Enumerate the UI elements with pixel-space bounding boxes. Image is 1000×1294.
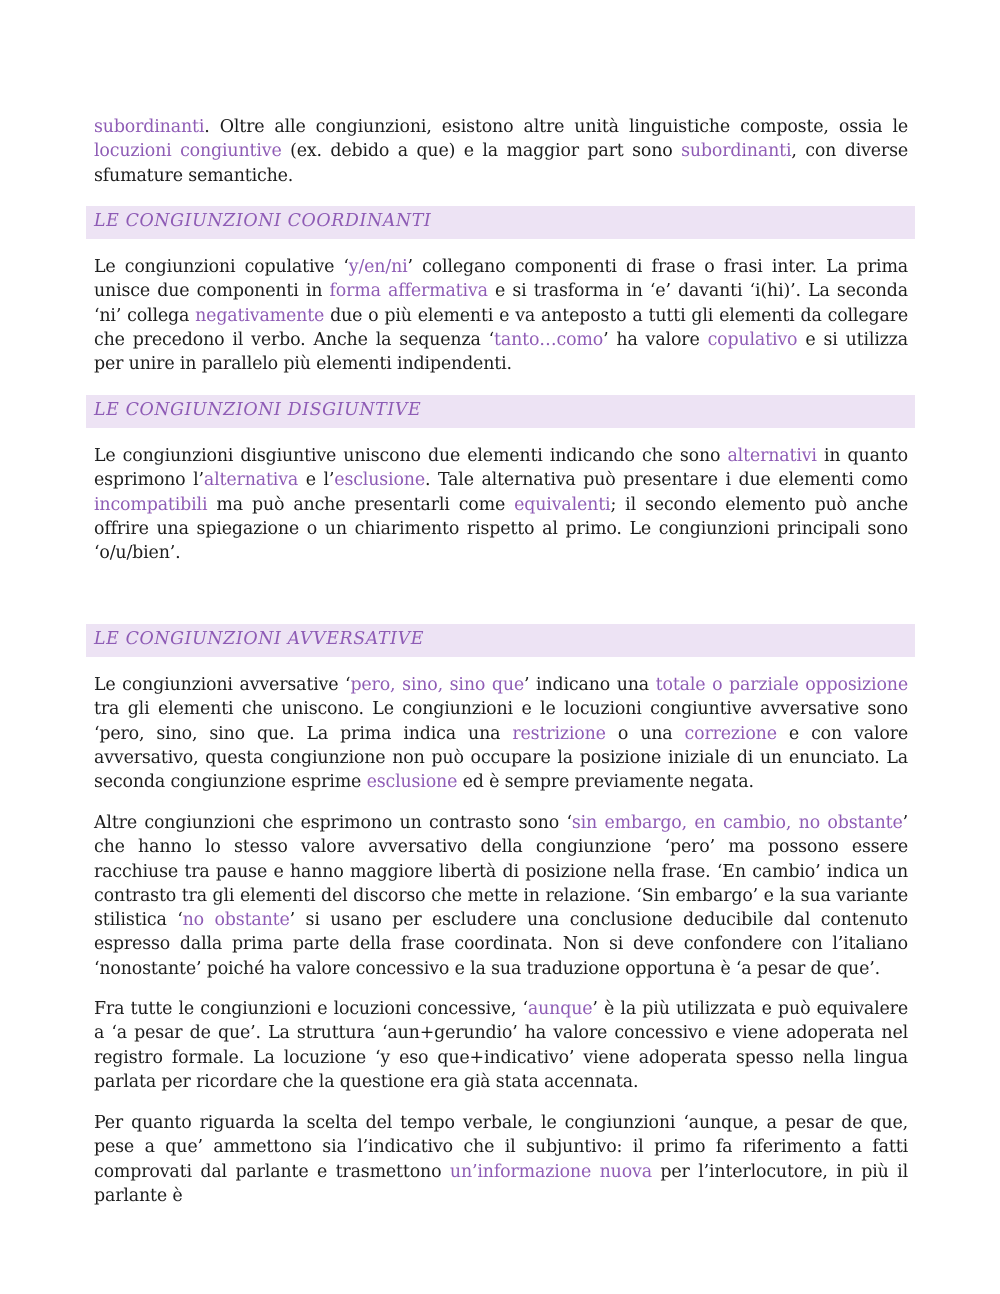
text-run: e si utilizza per unire in parallelo più elementi indipendenti.: [94, 329, 908, 375]
highlighted-term: locuzioni congiuntive: [94, 141, 282, 162]
highlighted-term: totale o parziale opposizione: [655, 675, 908, 695]
text-run: Le congiunzioni copulative ‘: [94, 257, 349, 277]
paragraph-disgiuntive: [94, 444, 908, 565]
highlighted-term: aunque: [527, 999, 593, 1019]
text-run: tra gli elementi che uniscono. Le congiunzioni e le locuzioni congiuntive avversative sono ‘pero, sino, sino que. La prima indica una: [94, 699, 908, 744]
text-run: ’ che hanno lo stesso valore avversativo della congiunzione ‘pero’ ma possono essere racchiuse tra pause e hanno maggiore libertà di posizione nella frase. ‘En cambio’ indica un contrasto tra gli elementi del discorso che mette in relazione. ‘Sin embargo’ e la sua variante stilistica ‘: [94, 813, 908, 931]
highlighted-term: negativamente: [195, 305, 325, 326]
paragraph-copulative: [94, 255, 908, 376]
highlighted-term: alternativi: [727, 446, 817, 466]
paragraph-concessive: [94, 997, 908, 1094]
highlighted-term: subordinanti: [681, 141, 792, 162]
text-run: per l’interlocutore, in più il parlante è: [94, 1161, 908, 1206]
highlighted-term: correzione: [684, 723, 777, 744]
text-run: in quanto esprimono l’: [94, 446, 908, 491]
text-run: Per quanto riguarda la scelta del tempo verbale, le congiunzioni ‘aunque, a pesar de que, pese a que’ ammettono sia l’indicativo che il subjuntivo: il primo fa riferimento a fatti comprovati dal parlante e trasmettono: [94, 1113, 908, 1182]
text-run: Altre congiunzioni che esprimono un contrasto sono ‘: [94, 813, 572, 833]
paragraph-contrasto: [94, 811, 908, 981]
text-run: . Oltre alle congiunzioni, esistono altre unità linguistiche composte, ossia le: [204, 117, 908, 137]
highlighted-term: copulativo: [707, 329, 798, 350]
highlighted-term: alternativa: [203, 470, 299, 491]
text-run: . Tale alternativa può presentare i due elementi como: [424, 470, 908, 491]
text-run: Le congiunzioni disgiuntive uniscono due elementi indicando che sono: [94, 446, 728, 466]
highlighted-term: un’informazione nuova: [449, 1161, 652, 1182]
text-run: ’ ha valore: [603, 329, 708, 350]
text-run: ; il secondo elemento può anche offrire una spiegazione o un chiarimento rispetto al primo. Le congiunzioni principali sono ‘o/u/bien’.: [94, 494, 908, 564]
text-run: , con diverse sfumature semantiche.: [94, 141, 908, 186]
text-run: due o più elementi e va anteposto a tutti gli elementi da collegare che precedono il verbo. Anche la sequenza ‘: [94, 305, 908, 350]
text-run: e si trasforma in ‘e’ davanti ‘i(hi)’. La seconda ‘ni’ collega: [94, 281, 908, 326]
highlighted-term: sin embargo, en cambio, no obstante: [571, 813, 903, 833]
highlighted-term: tanto…como: [494, 329, 604, 350]
highlighted-term: forma affermativa: [329, 281, 488, 302]
highlighted-term: equivalenti: [514, 494, 611, 515]
text-run: o una: [605, 723, 685, 744]
text-run: ’ si usano per escludere una conclusione deducibile dal contenuto espresso dalla prima parte della frase coordinata. Non si deve confondere con l’italiano ‘nonostante’ poiché ha valore concessivo e la sua traduzione opportuna è ‘a pesar de que’.: [94, 910, 908, 979]
text-run: (ex. debido a que) e la maggior part sono: [281, 141, 682, 162]
highlighted-term: pero, sino, sino que: [350, 675, 525, 695]
text-run: ’ collegano componenti di frase o frasi inter. La prima unisce due componenti in: [94, 257, 909, 302]
text-run: e con valore avversativo, questa congiunzione non può occupare la posizione iniziale di un enunciato. La seconda congiunzione esprime: [94, 723, 908, 793]
highlighted-term: esclusione: [366, 772, 458, 793]
paragraph-subordinanti-intro: [94, 115, 908, 188]
highlighted-term: incompatibili: [94, 494, 208, 515]
paragraph-avversative: [94, 673, 908, 794]
highlighted-term: restrizione: [512, 723, 606, 744]
text-run: Le congiunzioni avversative ‘: [94, 675, 351, 695]
text-run: Fra tutte le congiunzioni e locuzioni concessive, ‘: [94, 999, 528, 1019]
heading-congiunzioni-avversative: LE CONGIUNZIONI AVVERSATIVE: [86, 624, 915, 657]
heading-congiunzioni-disgiuntive: LE CONGIUNZIONI DISGIUNTIVE: [86, 395, 915, 428]
text-run: ma può anche presentarli come: [207, 494, 515, 515]
paragraph-tempo-verbale: [94, 1111, 908, 1208]
highlighted-term: y/en/ni: [348, 257, 408, 277]
highlighted-term: subordinanti: [94, 117, 205, 137]
highlighted-term: esclusione: [334, 470, 425, 491]
text-run: ed è sempre previamente negata.: [457, 772, 754, 793]
text-run: e l’: [298, 470, 335, 491]
text-run: ’ indicano una: [524, 675, 656, 695]
highlighted-term: no obstante: [182, 910, 290, 931]
text-run: ’ è la più utilizzata e può equivalere a ‘a pesar de que’. La struttura ‘aun+gerundio’ ha valore concessivo e viene adoperata nel registro formale. La locuzione ‘y eso que+indicativo’ viene adoperata spesso nella lingua parlata per ricordare che la questione era già stata accennata.: [94, 999, 908, 1092]
heading-congiunzioni-coordinanti: LE CONGIUNZIONI COORDINANTI: [86, 206, 915, 239]
